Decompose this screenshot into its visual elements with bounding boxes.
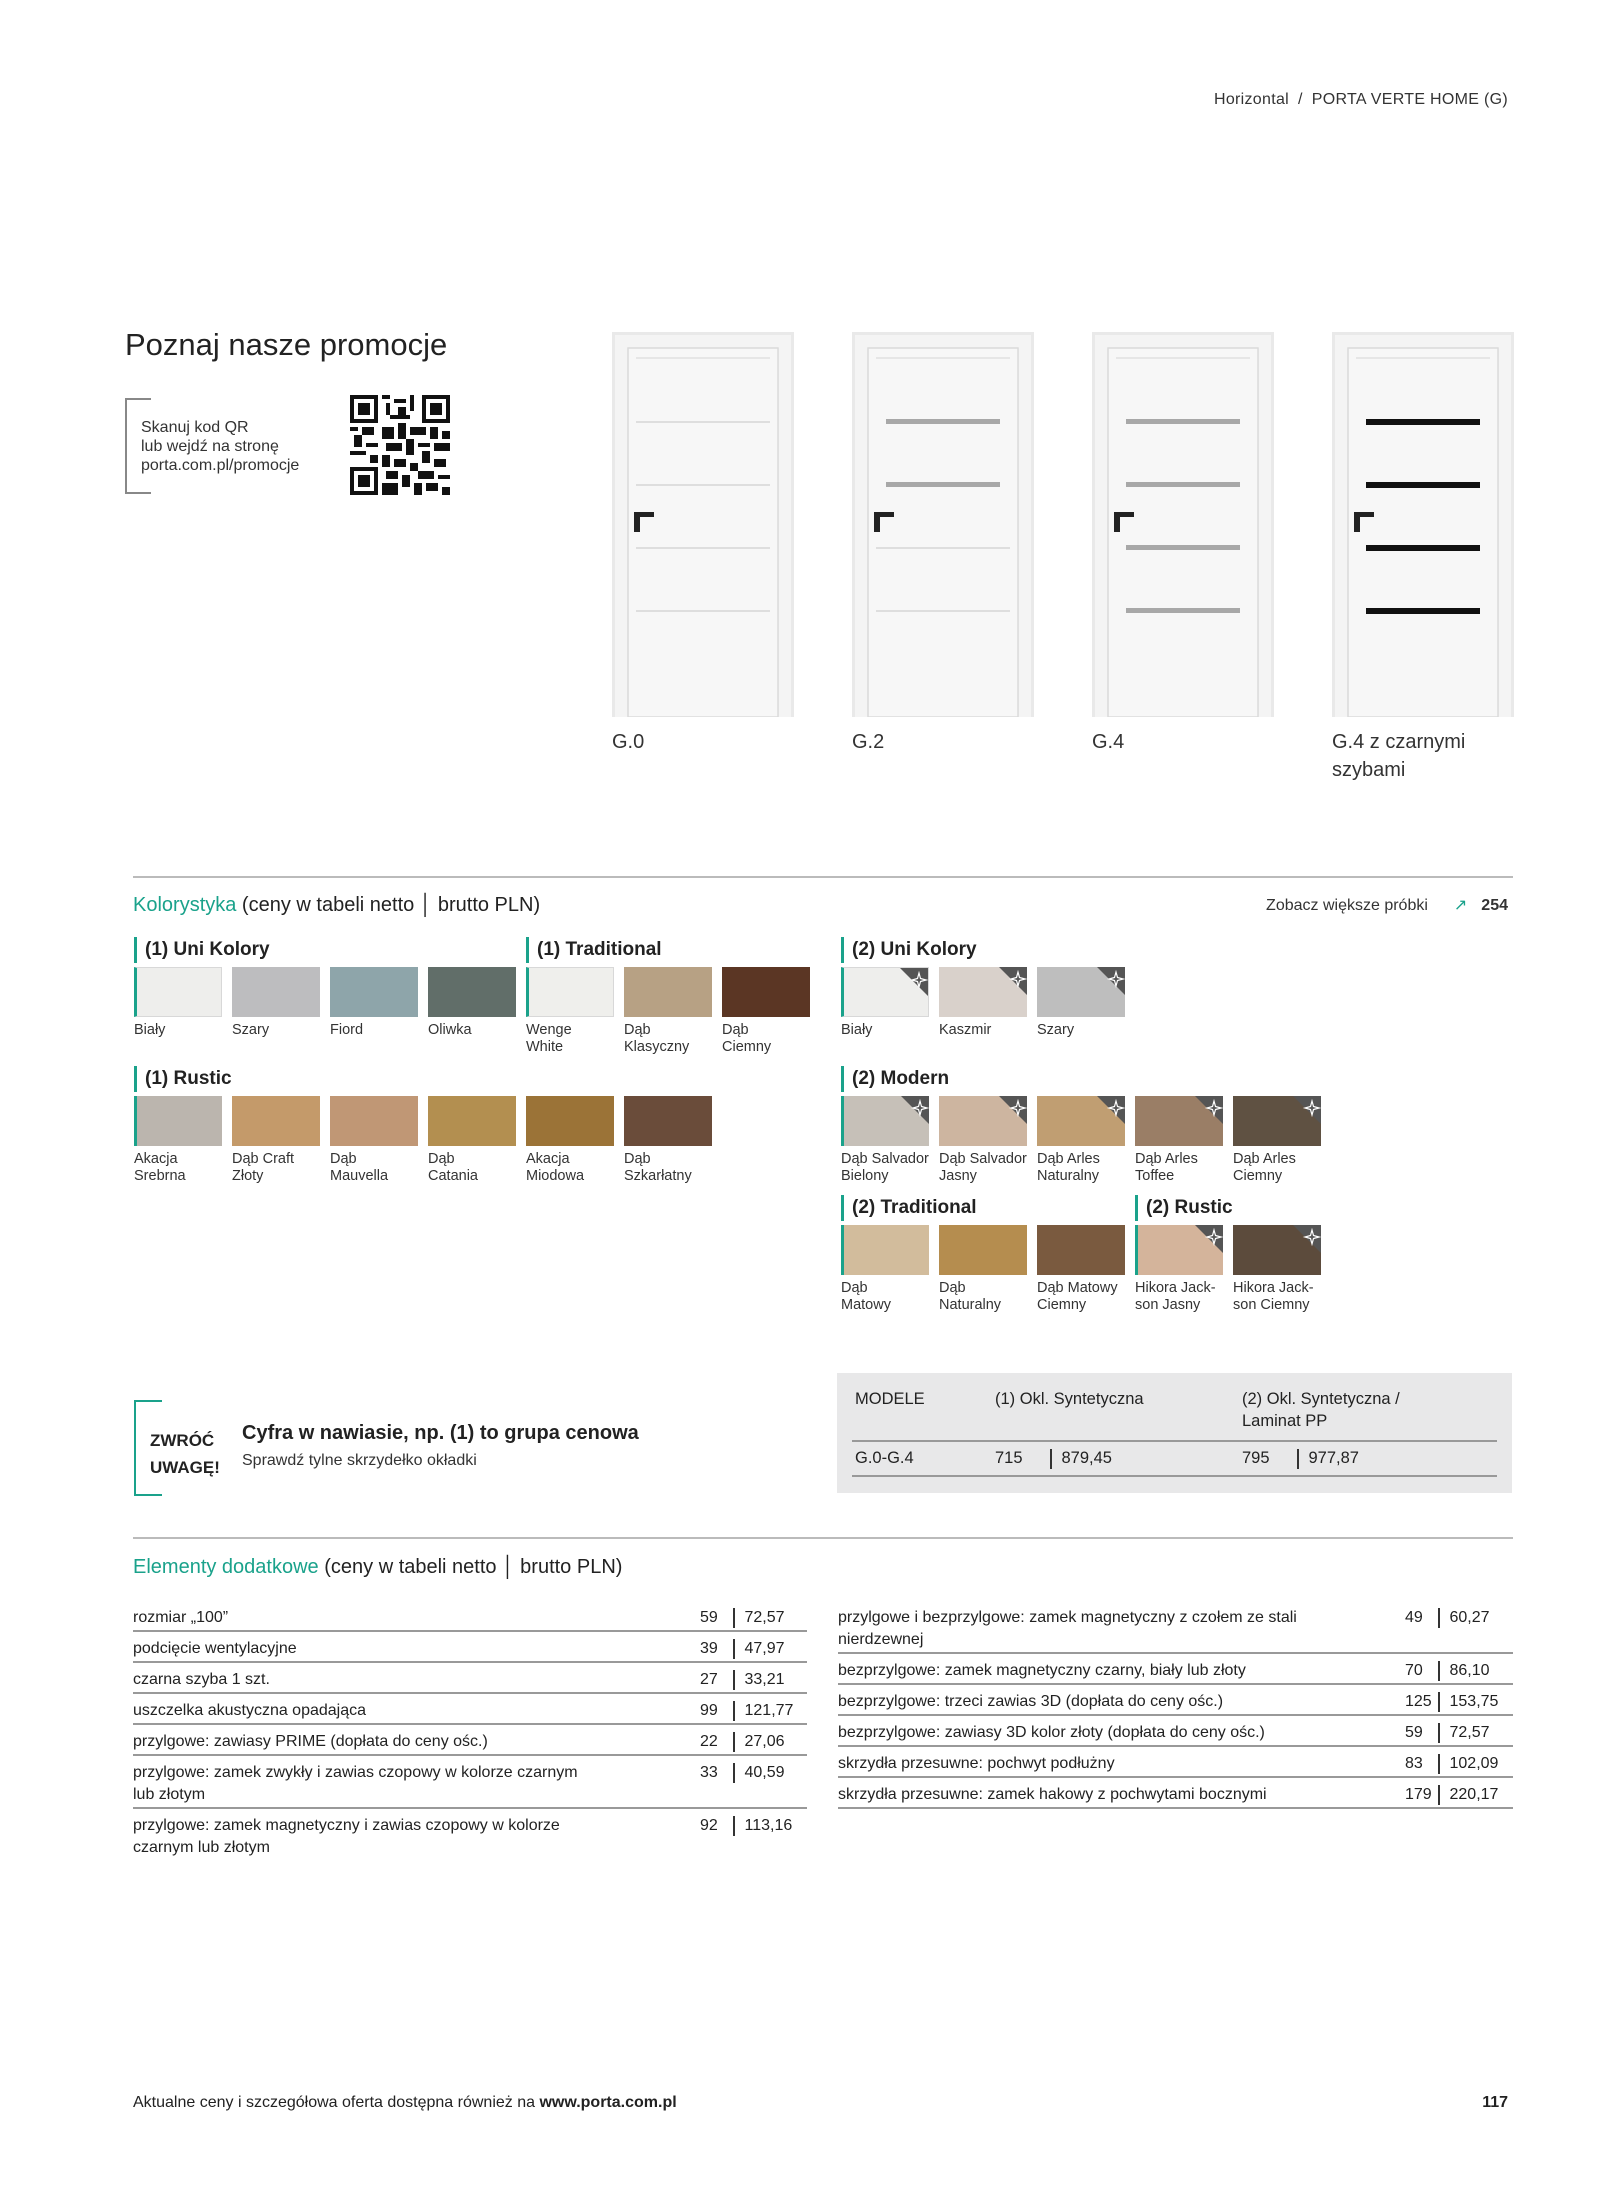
color-swatch[interactable]: [1233, 1225, 1321, 1275]
swatch-label-line-2: Jasny: [939, 1168, 977, 1184]
color-group-title-trad2: (2) Traditional: [841, 1195, 977, 1221]
table-row: [838, 1607, 1513, 1651]
see-more-page: 254: [1481, 897, 1508, 914]
breadcrumb-separator: /: [1298, 91, 1303, 108]
row-group-1-gross-value: 879,45: [1061, 1449, 1112, 1467]
swatch-label-line-1: Dąb Craft: [232, 1151, 295, 1167]
color-swatch[interactable]: [722, 967, 810, 1017]
color-swatch-label: [939, 1151, 1039, 1185]
swatch-label-line-2: Złoty: [232, 1168, 264, 1184]
qr-instructions: [125, 398, 325, 494]
price-gross-value: 102,09: [1449, 1755, 1499, 1772]
swatch-label-line-2: White: [526, 1039, 564, 1055]
price-net: 70: [1405, 1662, 1423, 1679]
note-subtext: Sprawdź tylne skrzydełko okładki: [242, 1452, 477, 1469]
color-swatch-label: [232, 1022, 332, 1039]
color-swatch[interactable]: [939, 967, 1027, 1017]
color-swatch[interactable]: [330, 1096, 418, 1146]
price-net: 92: [700, 1817, 718, 1834]
color-swatch-label: [428, 1022, 528, 1039]
swatch-label-line-1: Dąb Salvador: [841, 1151, 929, 1167]
swatch-label-line-1: Dąb: [841, 1280, 868, 1296]
color-swatch[interactable]: [1135, 1225, 1223, 1275]
extra-item-line-1: przylgowe i bezprzylgowe: zamek magnetyczny z czołem ze stali: [838, 1609, 1297, 1626]
table-row: [838, 1722, 1513, 1744]
sparkle-icon: [999, 1096, 1027, 1124]
swatch-label-line-2: Miodowa: [526, 1168, 585, 1184]
price-gross-value: 153,75: [1449, 1693, 1499, 1710]
color-swatch[interactable]: [624, 967, 712, 1017]
color-swatch-label: [722, 1022, 822, 1056]
door-label-line-1: G.4 z czarnymi: [1332, 731, 1466, 753]
price-net: 49: [1405, 1609, 1423, 1626]
row-divider: [133, 1754, 807, 1756]
sparkle-icon: [1097, 967, 1125, 995]
swatch-label-line-2: Naturalny: [1037, 1168, 1100, 1184]
table-row: [133, 1762, 807, 1806]
color-swatch-label: [134, 1022, 234, 1039]
price-separator: [733, 1763, 735, 1783]
price-gross: [733, 1700, 793, 1722]
color-group-title-rustic1: (1) Rustic: [134, 1066, 232, 1092]
swatch-label-line-1: Dąb: [939, 1280, 966, 1296]
header-group-2-line-1: (2) Okl. Syntetyczna /: [1242, 1390, 1400, 1408]
swatch-label-line-2: Catania: [428, 1168, 478, 1184]
table-row: [133, 1815, 807, 1859]
swatch-label-line-2: son Jasny: [1135, 1297, 1201, 1313]
table-row: [133, 1669, 807, 1691]
extra-item-line-2: lub złotym: [133, 1786, 206, 1803]
extras-title-rest: (ceny w tabeli netto │ brutto PLN): [318, 1556, 623, 1578]
extra-item-line-1: przylgowe: zamek zwykły i zawias czopowy w kolorze czarnym: [133, 1764, 578, 1781]
swatch-label-line-2: Ciemny: [1037, 1297, 1087, 1313]
header-group-2: [1242, 1388, 1400, 1432]
price-gross: [1438, 1784, 1498, 1806]
extra-item-line-1: czarna szyba 1 szt.: [133, 1671, 270, 1688]
color-swatch-label: [939, 1022, 1039, 1039]
sparkle-icon: [900, 968, 928, 996]
swatch-label-line-1: Fiord: [330, 1022, 364, 1038]
color-group-title-modern2: (2) Modern: [841, 1066, 949, 1092]
extra-item-line-1: przylgowe: zamek magnetyczny i zawias czopowy w kolorze: [133, 1817, 560, 1834]
price-gross-value: 86,10: [1449, 1662, 1490, 1679]
price-gross: [1438, 1607, 1490, 1629]
color-swatch-label: [1233, 1151, 1333, 1185]
extra-item-label: [133, 1731, 680, 1753]
qr-line-3[interactable]: porta.com.pl/promocje: [141, 457, 300, 474]
colors-title-rest: (ceny w tabeli netto │ brutto PLN): [236, 894, 541, 916]
row-group-1-net: 715: [995, 1449, 1023, 1467]
extra-item-line-1: rozmiar „100”: [133, 1609, 229, 1626]
price-gross-value: 33,21: [744, 1671, 785, 1688]
price-net: 27: [700, 1671, 718, 1688]
row-divider: [838, 1652, 1513, 1654]
color-swatch[interactable]: [1037, 1096, 1125, 1146]
swatch-label-line-1: Hikora Jack-: [1233, 1280, 1314, 1296]
price-separator: [1050, 1449, 1052, 1469]
swatch-label-line-2: Matowy: [841, 1297, 891, 1313]
color-swatch[interactable]: [841, 1096, 929, 1146]
page-number: 117: [1482, 2094, 1508, 2111]
extra-item-line-1: bezprzylgowe: zawiasy 3D kolor złoty (dopłata do ceny ośc.): [838, 1724, 1265, 1741]
extra-item-label: [838, 1607, 1385, 1651]
color-group-title-uni1: (1) Uni Kolory: [134, 937, 270, 963]
swatch-label-line-1: Dąb Arles: [1037, 1151, 1100, 1167]
color-swatch-label: [1135, 1280, 1235, 1314]
color-swatch-label: [1037, 1151, 1137, 1185]
color-swatch[interactable]: [939, 1096, 1027, 1146]
price-separator: [1438, 1754, 1440, 1774]
sparkle-icon: [1097, 1096, 1125, 1124]
color-swatch[interactable]: [1233, 1096, 1321, 1146]
price-separator: [1438, 1608, 1440, 1628]
swatch-label-line-2: son Ciemny: [1233, 1297, 1310, 1313]
row-group-2-gross-value: 977,87: [1308, 1449, 1359, 1467]
price-separator: [733, 1732, 735, 1752]
header-group-2-line-2: Laminat PP: [1242, 1412, 1328, 1430]
swatch-label-line-1: Hikora Jack-: [1135, 1280, 1216, 1296]
color-swatch[interactable]: [939, 1225, 1027, 1275]
footer-text: [133, 2094, 677, 2112]
swatch-label-line-2: Naturalny: [939, 1297, 1002, 1313]
price-net: 22: [700, 1733, 718, 1750]
table-row: [133, 1607, 807, 1629]
color-swatch[interactable]: [428, 967, 516, 1017]
price-net: 99: [700, 1702, 718, 1719]
extra-item-line-1: podcięcie wentylacyjne: [133, 1640, 297, 1657]
price-gross: [733, 1731, 785, 1753]
price-separator: [1438, 1723, 1440, 1743]
row-group-2-net: 795: [1242, 1449, 1270, 1467]
row-divider: [133, 1661, 807, 1663]
color-swatch-label: [841, 1280, 941, 1314]
see-larger-samples-link[interactable]: [1266, 895, 1508, 915]
swatch-label-line-1: Wenge: [526, 1022, 572, 1038]
extra-item-line-1: bezprzylgowe: zamek magnetyczny czarny, biały lub złoty: [838, 1662, 1246, 1679]
door-label-line-2: szybami: [1332, 759, 1406, 781]
footer-link[interactable]: www.porta.com.pl: [539, 2094, 677, 2111]
divider: [133, 1537, 1513, 1539]
color-swatch-label: [232, 1151, 332, 1185]
price-gross-value: 220,17: [1449, 1786, 1499, 1803]
table-divider: [852, 1475, 1497, 1477]
extra-item-label: [133, 1638, 680, 1660]
door-1-image: [612, 332, 794, 717]
qr-line-1: Skanuj kod QR: [141, 419, 249, 436]
color-swatch-label: [526, 1151, 626, 1185]
price-gross-value: 72,57: [744, 1609, 785, 1626]
extra-item-line-1: bezprzylgowe: trzeci zawias 3D (dopłata do ceny ośc.): [838, 1693, 1224, 1710]
color-swatch-label: [428, 1151, 528, 1185]
extra-item-line-1: skrzydła przesuwne: pochwyt podłużny: [838, 1755, 1115, 1772]
color-swatch-label: [1037, 1022, 1137, 1039]
extra-item-label: [838, 1784, 1385, 1806]
price-gross-value: 72,57: [1449, 1724, 1490, 1741]
extra-item-label: [838, 1753, 1385, 1775]
price-separator: [733, 1670, 735, 1690]
door-3-label: G.4: [1092, 731, 1125, 753]
row-divider: [133, 1692, 807, 1694]
color-swatch[interactable]: [134, 967, 222, 1017]
color-swatch[interactable]: [526, 967, 614, 1017]
color-swatch[interactable]: [1037, 1225, 1125, 1275]
price-gross: [1438, 1722, 1490, 1744]
color-swatch[interactable]: [1135, 1096, 1223, 1146]
price-separator: [1297, 1449, 1299, 1469]
sparkle-icon: [901, 1096, 929, 1124]
price-separator: [1438, 1692, 1440, 1712]
color-swatch-label: [1135, 1151, 1235, 1185]
swatch-label-line-2: Mauvella: [330, 1168, 389, 1184]
extra-item-label: [133, 1669, 680, 1691]
extra-item-line-1: skrzydła przesuwne: zamek hakowy z pochwytami bocznymi: [838, 1786, 1267, 1803]
price-gross-value: 40,59: [744, 1764, 785, 1781]
swatch-label-line-2: Bielony: [841, 1168, 889, 1184]
sparkle-icon: [999, 967, 1027, 995]
qr-code[interactable]: [350, 395, 450, 495]
row-divider: [838, 1714, 1513, 1716]
table-row: [838, 1784, 1513, 1806]
table-row: [838, 1660, 1513, 1682]
sparkle-icon: [1293, 1225, 1321, 1253]
extra-item-label: [133, 1607, 680, 1629]
swatch-label-line-1: Dąb Arles: [1135, 1151, 1198, 1167]
price-net: 59: [700, 1609, 718, 1626]
extra-item-label: [133, 1815, 680, 1859]
model-price-table: [837, 1373, 1512, 1493]
note-label-line-1: ZWRÓĆ: [150, 1431, 215, 1450]
price-gross-value: 121,77: [744, 1702, 794, 1719]
swatch-label-line-2: Szkarłatny: [624, 1168, 692, 1184]
extras-section-title: [133, 1556, 622, 1579]
color-swatch[interactable]: [428, 1096, 516, 1146]
color-swatch[interactable]: [1037, 967, 1125, 1017]
extra-item-line-1: uszczelka akustyczna opadająca: [133, 1702, 367, 1719]
price-gross-value: 47,97: [744, 1640, 785, 1657]
price-gross: [1438, 1660, 1490, 1682]
swatch-label-line-2: Ciemny: [1233, 1168, 1283, 1184]
breadcrumb-series[interactable]: Horizontal: [1213, 91, 1289, 108]
color-swatch-label: [841, 1022, 941, 1039]
door-3-image: [1092, 332, 1274, 717]
price-net: 83: [1405, 1755, 1423, 1772]
table-row: [133, 1700, 807, 1722]
swatch-label-line-2: Klasyczny: [624, 1039, 690, 1055]
price-gross: [1438, 1691, 1498, 1713]
price-gross: [733, 1762, 785, 1784]
price-gross: [733, 1607, 785, 1629]
header-group-1: (1) Okl. Syntetyczna: [995, 1390, 1144, 1408]
row-divider: [838, 1776, 1513, 1778]
color-swatch[interactable]: [134, 1096, 222, 1146]
extra-item-label: [838, 1691, 1385, 1713]
price-net: 179: [1405, 1786, 1432, 1803]
color-swatch[interactable]: [232, 967, 320, 1017]
price-separator: [733, 1608, 735, 1628]
promo-title: Poznaj nasze promocje: [125, 327, 448, 362]
swatch-label-line-1: Dąb: [428, 1151, 455, 1167]
extras-title-accent: Elementy dodatkowe: [133, 1556, 319, 1578]
price-separator: [1438, 1785, 1440, 1805]
sparkle-icon: [1195, 1225, 1223, 1253]
color-swatch[interactable]: [624, 1096, 712, 1146]
price-gross-value: 27,06: [744, 1733, 785, 1750]
swatch-label-line-2: Toffee: [1135, 1168, 1175, 1184]
extra-item-line-2: czarnym lub złotym: [133, 1839, 270, 1856]
price-net: 125: [1405, 1693, 1432, 1710]
price-gross: [733, 1638, 785, 1660]
swatch-label-line-1: Szary: [1037, 1022, 1075, 1038]
row-divider: [838, 1807, 1513, 1809]
price-separator: [733, 1701, 735, 1721]
extra-item-line-2: nierdzewnej: [838, 1631, 924, 1648]
door-2-label: G.2: [852, 731, 885, 753]
door-4-image: [1332, 332, 1514, 717]
swatch-label-line-1: Szary: [232, 1022, 270, 1038]
sparkle-icon: [1293, 1096, 1321, 1124]
divider: [133, 876, 1513, 878]
color-swatch[interactable]: [841, 1225, 929, 1275]
color-swatch-label: [624, 1022, 724, 1056]
swatch-label-line-1: Dąb: [722, 1022, 749, 1038]
swatch-label-line-1: Akacja: [526, 1151, 570, 1167]
color-swatch-label: [526, 1022, 626, 1056]
price-gross: [1438, 1753, 1498, 1775]
table-row: [838, 1753, 1513, 1775]
table-row: [133, 1731, 807, 1753]
color-swatch-label: [624, 1151, 724, 1185]
extra-item-label: [133, 1762, 680, 1806]
color-swatch-label: [1233, 1280, 1333, 1314]
row-divider: [133, 1723, 807, 1725]
swatch-label-line-1: Oliwka: [428, 1022, 472, 1038]
swatch-label-line-1: Dąb Arles: [1233, 1151, 1296, 1167]
swatch-label-line-1: Biały: [841, 1022, 873, 1038]
color-swatch-label: [330, 1022, 430, 1039]
row-divider: [838, 1683, 1513, 1685]
price-separator: [733, 1816, 735, 1836]
price-net: 59: [1405, 1724, 1423, 1741]
color-swatch-label: [939, 1280, 1039, 1314]
breadcrumb: [1214, 91, 1508, 109]
note-label-line-2: UWAGĘ!: [150, 1458, 220, 1477]
color-group-title-rustic2: (2) Rustic: [1135, 1195, 1233, 1221]
extra-item-label: [838, 1722, 1385, 1744]
row-divider: [133, 1630, 807, 1632]
price-gross-value: 113,16: [744, 1817, 793, 1834]
extra-item-label: [133, 1700, 680, 1722]
swatch-label-line-1: Dąb: [624, 1022, 651, 1038]
see-more-label: Zobacz większe próbki: [1266, 897, 1428, 914]
table-row: [133, 1638, 807, 1660]
footer-text-label: Aktualne ceny i szczegółowa oferta dostępna również na: [133, 2094, 540, 2111]
swatch-label-line-1: Dąb: [330, 1151, 357, 1167]
row-divider: [838, 1745, 1513, 1747]
price-separator: [733, 1639, 735, 1659]
swatch-label-line-1: Kaszmir: [939, 1022, 992, 1038]
price-net: 33: [700, 1764, 718, 1781]
qr-text: [141, 418, 341, 475]
color-swatch[interactable]: [232, 1096, 320, 1146]
color-swatch[interactable]: [841, 967, 929, 1017]
note-heading: Cyfra w nawiasie, np. (1) to grupa cenowa: [242, 1422, 639, 1444]
header-models: MODELE: [855, 1390, 925, 1408]
color-group-title-uni2: (2) Uni Kolory: [841, 937, 977, 963]
swatch-label-line-1: Dąb Matowy: [1037, 1280, 1118, 1296]
door-4-label: [1332, 728, 1465, 784]
swatch-label-line-1: Dąb Salvador: [939, 1151, 1027, 1167]
breadcrumb-product: PORTA VERTE HOME (G): [1311, 91, 1508, 108]
color-swatch-label: [134, 1151, 234, 1185]
row-model: G.0-G.4: [855, 1449, 914, 1467]
row-group-1-gross: [1050, 1447, 1112, 1469]
swatch-label-line-1: Dąb: [624, 1151, 651, 1167]
row-group-2-gross: [1297, 1447, 1359, 1469]
colors-title-accent: Kolorystyka: [133, 894, 237, 916]
extra-item-line-1: przylgowe: zawiasy PRIME (dopłata do ceny ośc.): [133, 1733, 488, 1750]
color-group-title-trad1: (1) Traditional: [526, 937, 662, 963]
note-label: [150, 1427, 220, 1481]
row-divider: [133, 1807, 807, 1809]
color-swatch-label: [1037, 1280, 1137, 1314]
colors-section-title: [133, 894, 540, 917]
price-gross-value: 60,27: [1449, 1609, 1490, 1626]
color-swatch[interactable]: [330, 967, 418, 1017]
swatch-label-line-2: Srebrna: [134, 1168, 186, 1184]
table-row: [838, 1691, 1513, 1713]
table-divider: [852, 1440, 1497, 1442]
price-gross: [733, 1815, 792, 1837]
door-1-label: G.0: [612, 731, 645, 753]
swatch-label-line-2: Ciemny: [722, 1039, 772, 1055]
color-swatch-label: [330, 1151, 430, 1185]
swatch-label-line-1: Biały: [134, 1022, 166, 1038]
price-gross: [733, 1669, 785, 1691]
door-2-image: [852, 332, 1034, 717]
swatch-label-line-1: Akacja: [134, 1151, 178, 1167]
price-net: 39: [700, 1640, 718, 1657]
arrow-up-right-icon: ↗: [1453, 897, 1468, 914]
sparkle-icon: [1195, 1096, 1223, 1124]
color-swatch[interactable]: [526, 1096, 614, 1146]
price-separator: [1438, 1661, 1440, 1681]
color-swatch-label: [841, 1151, 941, 1185]
extra-item-label: [838, 1660, 1385, 1682]
qr-line-2: lub wejdź na stronę: [141, 438, 279, 455]
